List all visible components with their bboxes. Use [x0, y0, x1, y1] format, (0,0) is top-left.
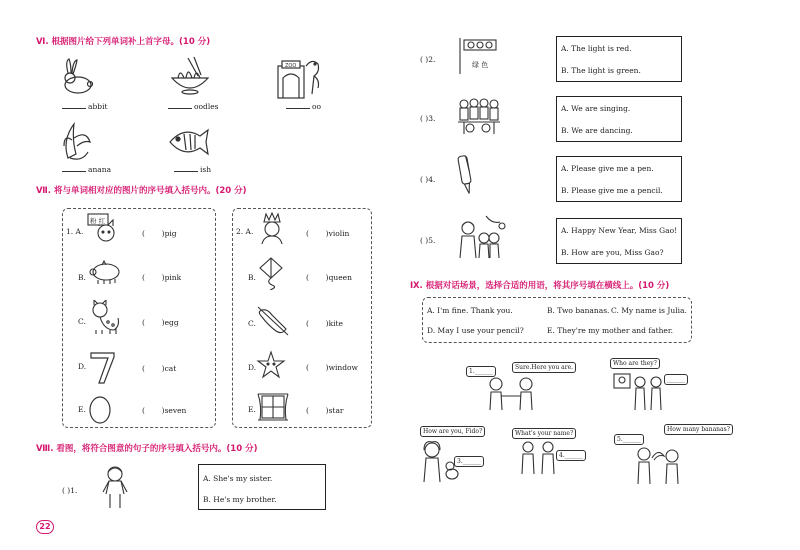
fish-picture — [166, 124, 210, 160]
left-row-4-label: D. — [78, 362, 87, 371]
word-blank-fish[interactable]: ish — [174, 165, 211, 174]
section7-title: Ⅶ. 将与单词相对应的图片的序号填入括号内。(20 分) — [36, 186, 247, 196]
s8-item3-number[interactable]: ( )3. — [420, 114, 436, 123]
s8-item2-options-box — [556, 36, 682, 82]
s9-scene1-bubble: Sure.Here you are. — [512, 362, 576, 373]
s8-item4-option-b: B. Please give me a pencil. — [561, 186, 663, 195]
pen-picture — [456, 154, 476, 198]
s9-scene3-question-bubble: How are you, Fido? — [420, 426, 485, 437]
left-row-3-word: egg — [164, 318, 179, 327]
egg-picture — [88, 394, 112, 424]
seven-picture — [88, 350, 118, 386]
left-row-2-word: pink — [164, 273, 182, 282]
right-row-2-word: queen — [328, 273, 352, 282]
right-row-1-word: violin — [328, 229, 350, 238]
right-row-3-paren[interactable]: ( )kite — [306, 319, 343, 328]
left-row-2-label: B. — [78, 273, 86, 282]
right-row-4-label: D. — [248, 363, 257, 372]
s9-scene4-question-bubble: What's your name? — [512, 428, 576, 439]
banana-picture — [60, 120, 94, 162]
left-row-4-word: cat — [164, 364, 177, 373]
s8-item4-option-a: A. Please give me a pen. — [561, 164, 654, 173]
star-picture — [256, 350, 286, 380]
scene2-family-picture — [612, 370, 664, 410]
violin-picture — [256, 305, 290, 337]
s9-scene5-answer-bubble[interactable]: 5.______ — [614, 434, 644, 445]
boy-picture — [100, 464, 130, 510]
s9-scene2-answer-bubble[interactable]: ______ — [664, 374, 688, 385]
s9-option-e: E. They're my mother and father. — [547, 326, 673, 335]
left-row-1-label: 1. A. — [66, 227, 84, 236]
right-row-3-label: C. — [248, 319, 256, 328]
word-blank-rabbit[interactable]: abbit — [62, 102, 108, 111]
section6-title: Ⅵ. 根据图片给下列单词补上首字母。(10 分) — [36, 37, 211, 47]
section7-right-box — [232, 208, 372, 428]
cat-picture — [88, 300, 124, 336]
s8-item4-options-box — [556, 156, 682, 202]
s8-item2-option-a: A. The light is red. — [561, 44, 632, 53]
pink-label-sign: 粉 红 — [90, 217, 106, 225]
s9-option-b: B. Two bananas. — [547, 306, 610, 315]
left-row-5-word: seven — [164, 406, 187, 415]
right-row-2-label: B. — [248, 273, 256, 282]
s9-scene2-bubble: Who are they? — [610, 358, 660, 369]
s8-item1-option-b: B. He's my brother. — [203, 495, 277, 504]
s9-option-c: C. My name is Julia. — [611, 306, 687, 315]
s8-item5-number[interactable]: ( )5. — [420, 236, 436, 245]
s8-item3-option-a: A. We are singing. — [561, 104, 631, 113]
s8-item1-option-a: A. She's my sister. — [203, 474, 273, 483]
right-row-1-label: 2. A. — [236, 227, 254, 236]
left-row-5-paren[interactable]: ( )seven — [142, 406, 187, 415]
section9-title: Ⅸ. 根据对话场景，选择合适的用语，将其序号填在横线上。(10 分) — [410, 281, 670, 291]
s9-option-d: D. May I use your pencil? — [427, 326, 524, 335]
section9-options-box — [422, 297, 692, 343]
right-row-1-paren[interactable]: ( )violin — [306, 229, 350, 238]
scene4-kids-picture — [518, 440, 558, 474]
s8-item2-number[interactable]: ( )2. — [420, 55, 436, 64]
traffic-light-sign: 绿 色 — [472, 61, 489, 69]
noodles-picture — [168, 56, 212, 98]
s8-item3-option-b: B. We are dancing. — [561, 126, 633, 135]
left-row-4-paren[interactable]: ( )cat — [142, 364, 177, 373]
s8-item1-number[interactable]: ( )1. — [62, 486, 78, 495]
kite-picture — [258, 256, 284, 290]
right-row-5-label: E. — [248, 405, 256, 414]
scene5-bananas-picture — [632, 444, 688, 484]
queen-picture — [258, 212, 286, 244]
left-row-3-label: C. — [78, 317, 86, 326]
zoo-gate-picture — [272, 56, 322, 100]
right-row-2-paren[interactable]: ( )queen — [306, 273, 352, 282]
page-number: 22 — [36, 520, 54, 534]
s9-scene3-answer-bubble[interactable]: 3.______ — [454, 456, 484, 467]
rabbit-picture — [60, 56, 96, 96]
right-row-3-word: kite — [328, 319, 343, 328]
scene1-kids-picture — [484, 376, 544, 410]
window-picture — [256, 392, 290, 422]
word-blank-noodles[interactable]: oodles — [168, 102, 219, 111]
s8-item1-options-box — [198, 464, 326, 510]
s8-item5-option-b: B. How are you, Miss Gao? — [561, 248, 664, 257]
left-row-1-word: pig — [164, 229, 177, 238]
s9-option-a: A. I'm fine. Thank you. — [427, 306, 513, 315]
pig-picture — [88, 260, 122, 286]
s8-item5-options-box — [556, 218, 682, 264]
svg-text:ZOO: ZOO — [285, 63, 297, 69]
right-row-5-word: star — [328, 406, 344, 415]
s8-item3-options-box — [556, 96, 682, 142]
right-row-4-word: window — [328, 363, 358, 372]
word-blank-banana[interactable]: anana — [62, 165, 111, 174]
right-row-4-paren[interactable]: ( )window — [306, 363, 358, 372]
left-row-1-paren[interactable]: ( )pig — [142, 229, 177, 238]
s9-scene5-question-bubble: How many bananas? — [664, 424, 733, 435]
scene3-girl-dog-picture — [420, 440, 460, 482]
left-row-3-paren[interactable]: ( )egg — [142, 318, 179, 327]
s9-scene1-answer-bubble[interactable]: 1.______ — [466, 366, 496, 377]
left-row-2-paren[interactable]: ( )pink — [142, 273, 182, 282]
word-blank-zoo[interactable]: oo — [286, 102, 321, 111]
s8-item2-option-b: B. The light is green. — [561, 66, 641, 75]
s9-scene4-answer-bubble[interactable]: 4.______ — [556, 450, 586, 461]
right-row-5-paren[interactable]: ( )star — [306, 406, 344, 415]
section8-title: Ⅷ. 看图，将符合图意的句子的序号填入括号内。(10 分) — [36, 444, 258, 454]
left-row-5-label: E. — [78, 405, 86, 414]
s8-item5-option-a: A. Happy New Year, Miss Gao! — [561, 226, 678, 235]
new-year-picture — [456, 214, 508, 258]
children-singing-picture — [456, 96, 502, 136]
s8-item4-number[interactable]: ( )4. — [420, 175, 436, 184]
